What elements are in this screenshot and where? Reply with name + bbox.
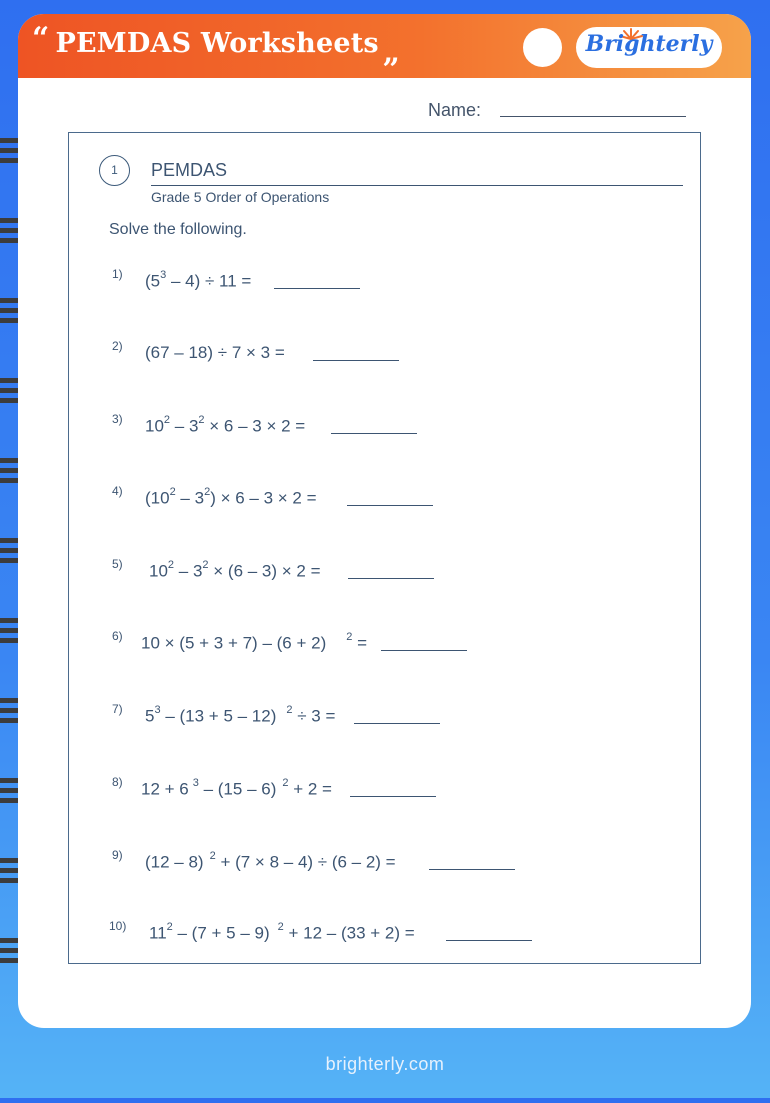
worksheet-card (18, 14, 751, 1028)
problem-1 (69, 267, 700, 297)
problem-number: 10) (109, 919, 127, 933)
problem-9 (69, 848, 700, 878)
problem-expression: $(5^3 - 4) \div 11$ = (145, 269, 252, 291)
problem-number: 8) (112, 775, 123, 789)
problem-number: 1) (112, 267, 123, 281)
answer-line[interactable] (347, 505, 433, 506)
problem-5 (69, 557, 700, 587)
problem-6 (69, 629, 700, 659)
page-title (32, 21, 401, 70)
problem-number: 7) (112, 702, 123, 716)
name-field[interactable] (500, 116, 686, 117)
problem-expression: (12 – 8) $^2$ + (7 × 8 – 4) ÷ (6 – 2) = (145, 850, 396, 872)
answer-line[interactable] (348, 578, 434, 579)
worksheet-title: PEMDAS (151, 160, 228, 180)
worksheet-number: 1 (99, 155, 130, 186)
answer-line[interactable] (274, 288, 360, 289)
problem-expression: $10^2 - 3^2 \times 6 - 3 \times 2$ = (145, 414, 306, 436)
problem-expression: $10^2 - 3^2 \times (6 - 3) \times 2$ = (149, 559, 321, 581)
problem-10 (69, 919, 700, 949)
worksheet-box (68, 132, 701, 964)
open-quote: “ (32, 21, 50, 56)
problem-number: 9) (112, 848, 123, 862)
answer-line[interactable] (350, 796, 436, 797)
problem-number: 6) (112, 629, 123, 643)
problem-7 (69, 702, 700, 732)
problem-number: 3) (112, 412, 123, 426)
problem-expression: $(10^2 - 3^2) \times 6 - 3 \times 2$ = (145, 486, 317, 508)
answer-line[interactable] (381, 650, 467, 651)
close-quote: „ (382, 35, 401, 70)
problem-2 (69, 339, 700, 369)
problem-number: 4) (112, 484, 123, 498)
answer-line[interactable] (354, 723, 440, 724)
page-title-text: PEMDAS Worksheets (55, 28, 379, 59)
problem-4 (69, 484, 700, 514)
problem-expression: $5^3 - (13 + 5 - 12) ^2 \div 3$ = (145, 704, 336, 726)
name-label: Name: (428, 100, 482, 120)
header-banner (18, 14, 751, 78)
title-divider (151, 185, 683, 186)
problem-number: 5) (112, 557, 123, 571)
circle-button[interactable] (523, 28, 562, 67)
problem-expression: (67 – 18) ÷ 7 × 3 = (145, 343, 285, 362)
answer-line[interactable] (313, 360, 399, 361)
problem-number: 2) (112, 339, 123, 353)
answer-line[interactable] (429, 869, 515, 870)
problem-expression: 12 + 6 $^3$ – (15 – 6) $^2$ + 2 = (141, 777, 332, 799)
worksheet-subtitle: Grade 5 Order of Operations (151, 189, 330, 205)
brighterly-logo[interactable] (576, 27, 722, 68)
problem-3 (69, 412, 700, 442)
logo-text: Brighterly (585, 31, 713, 57)
footer-url[interactable]: brighterly.com (325, 1054, 445, 1074)
answer-line[interactable] (446, 940, 532, 941)
answer-line[interactable] (331, 433, 417, 434)
instruction-text: Solve the following. (109, 221, 247, 238)
problem-expression: 10 × (5 + 3 + 7) – (6 + 2) $^2$ = (141, 631, 368, 653)
problem-expression: $11^2 - (7 + 5 - 9) ^2 + 12 - (33 + 2)$ = (149, 921, 415, 943)
problem-8 (69, 775, 700, 805)
